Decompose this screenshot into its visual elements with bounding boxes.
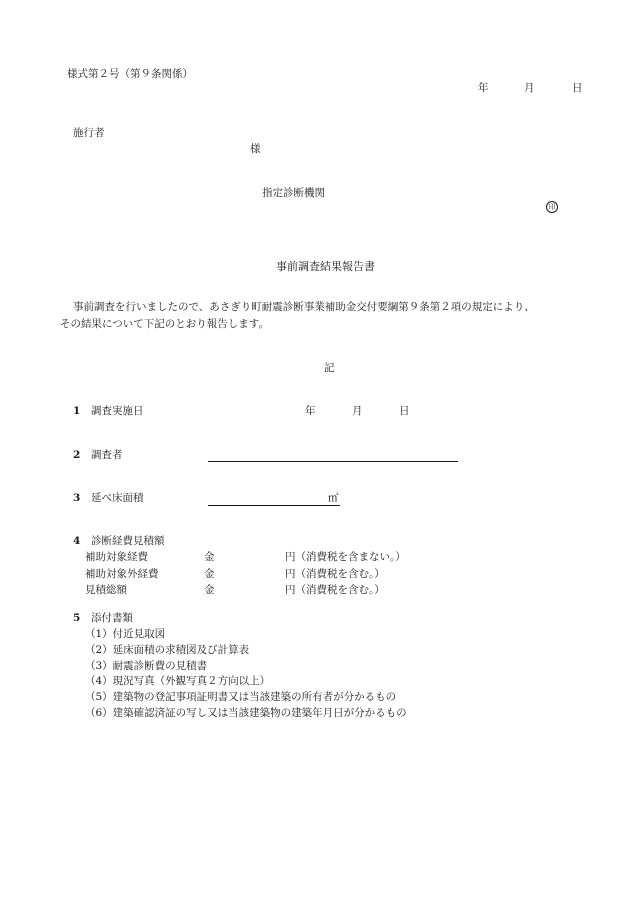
estimate-row-3-kin: 金 bbox=[204, 584, 215, 596]
attachment-item-2: （2）延床面積の求積図及び計算表 bbox=[85, 644, 250, 656]
attachment-item-6: （6）建築確認済証の写し又は当該建築物の建築年月日が分かるもの bbox=[85, 707, 407, 719]
item-4-label: 診断経費見積額 bbox=[91, 535, 165, 547]
surveyor-underline bbox=[208, 461, 458, 462]
form-label: 様式第２号（第９条関係） bbox=[67, 68, 193, 80]
attachment-item-4: （4）現況写真（外観写真２方向以上） bbox=[85, 675, 271, 687]
ki-marker: 記 bbox=[324, 362, 335, 374]
estimate-row-3-label: 見積総額 bbox=[85, 584, 127, 596]
item-1-number: 1 bbox=[73, 405, 81, 417]
body-line-1: 事前調査を行いましたので、あさぎり町耐震診断事業補助金交付要綱第９条第２項の規定により、 bbox=[73, 301, 535, 313]
item-1-day: 日 bbox=[399, 405, 410, 417]
estimate-row-1-yen: 円（消費税を含まない。） bbox=[285, 551, 406, 563]
estimate-row-1-label: 補助対象経費 bbox=[85, 551, 148, 563]
item-1-year: 年 bbox=[305, 405, 316, 417]
attachment-item-3: （3）耐震診断費の見積書 bbox=[85, 660, 208, 672]
date-year: 年 bbox=[478, 82, 489, 94]
estimate-row-2-yen: 円（消費税を含む。） bbox=[285, 568, 385, 580]
item-3-number: 3 bbox=[73, 492, 81, 504]
addressee-role: 施行者 bbox=[73, 127, 105, 139]
attachment-item-1: （1）付近見取図 bbox=[85, 628, 166, 640]
item-1-month: 月 bbox=[352, 405, 363, 417]
body-line-2: その結果について下記のとおり報告します。 bbox=[60, 318, 269, 330]
estimate-row-2-kin: 金 bbox=[204, 568, 215, 580]
seal-mark: 印 bbox=[546, 201, 558, 213]
item-5-label: 添付書類 bbox=[91, 612, 133, 624]
floor-area-unit: ㎡ bbox=[328, 492, 339, 504]
estimate-row-1-kin: 金 bbox=[204, 551, 215, 563]
item-2-label: 調査者 bbox=[91, 449, 123, 461]
sender-org: 指定診断機関 bbox=[262, 187, 325, 199]
estimate-row-3-yen: 円（消費税を含む。） bbox=[285, 584, 385, 596]
floor-area-underline bbox=[208, 505, 340, 506]
attachment-item-5: （5）建築物の登記事項証明書又は当該建築の所有者が分かるもの bbox=[85, 691, 397, 703]
addressee-honorific: 様 bbox=[250, 143, 261, 155]
item-3-label: 延べ床面積 bbox=[91, 492, 144, 504]
item-4-number: 4 bbox=[73, 535, 81, 547]
estimate-row-2-label: 補助対象外経費 bbox=[85, 568, 159, 580]
date-day: 日 bbox=[572, 82, 583, 94]
date-month: 月 bbox=[524, 82, 535, 94]
item-1-label: 調査実施日 bbox=[91, 405, 144, 417]
document-title: 事前調査結果報告書 bbox=[276, 260, 375, 273]
item-2-number: 2 bbox=[73, 449, 81, 461]
item-5-number: 5 bbox=[73, 612, 81, 624]
